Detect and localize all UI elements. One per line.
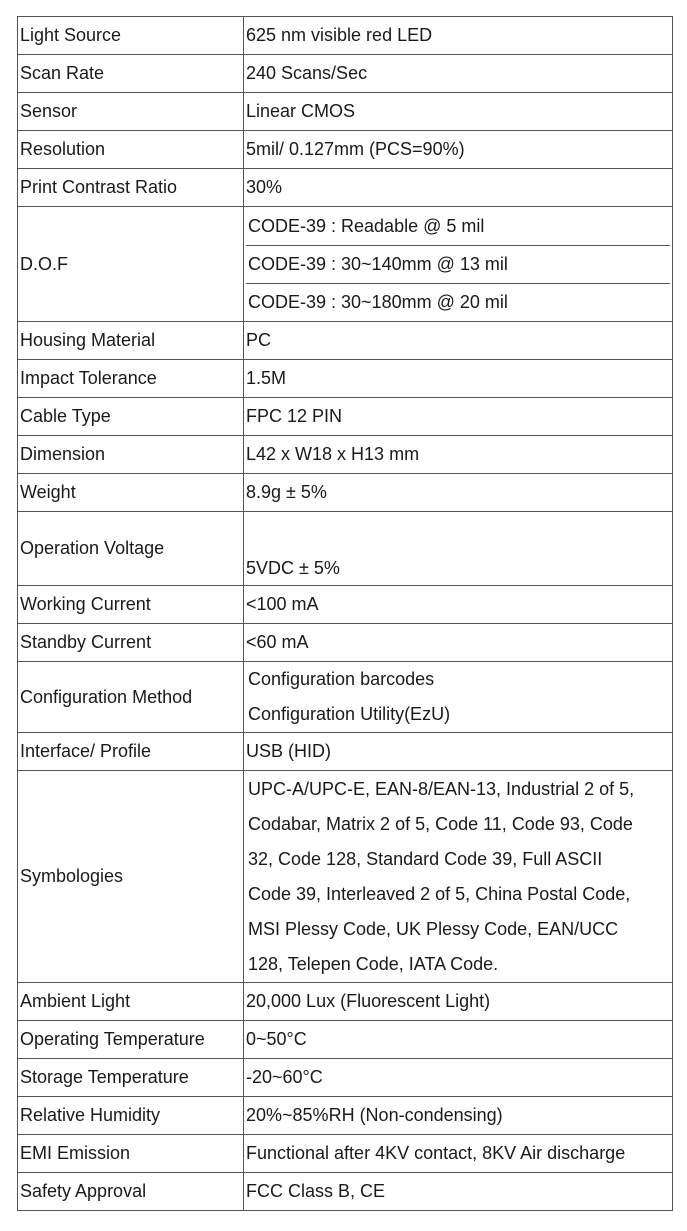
- table-row: [18, 1059, 673, 1097]
- table-row: [18, 1173, 673, 1211]
- table-row: [18, 131, 673, 169]
- spec-label: Safety Approval: [18, 1173, 244, 1211]
- table-row: [18, 771, 673, 983]
- table-row: [18, 360, 673, 398]
- spec-label: Resolution: [18, 131, 244, 169]
- spec-value-line: CODE-39 : Readable @ 5 mil: [246, 208, 670, 246]
- spec-label: Working Current: [18, 586, 244, 624]
- table-row: [18, 398, 673, 436]
- table-row: [18, 55, 673, 93]
- spec-table: [17, 16, 673, 1211]
- spec-value: PC: [244, 322, 673, 360]
- table-row: [18, 733, 673, 771]
- spec-value: 30%: [244, 169, 673, 207]
- table-row: [18, 983, 673, 1021]
- spec-value-line: CODE-39 : 30~140mm @ 13 mil: [246, 246, 670, 284]
- table-row: [18, 1097, 673, 1135]
- spec-value: 5VDC ± 5%: [244, 512, 673, 586]
- spec-value: 20%~85%RH (Non-condensing): [244, 1097, 673, 1135]
- spec-label: Interface/ Profile: [18, 733, 244, 771]
- spec-label: Housing Material: [18, 322, 244, 360]
- table-row: [18, 207, 673, 322]
- spec-value: L42 x W18 x H13 mm: [244, 436, 673, 474]
- spec-value: USB (HID): [244, 733, 673, 771]
- spec-label: Standby Current: [18, 624, 244, 662]
- spec-label: Light Source: [18, 17, 244, 55]
- spec-value-line: CODE-39 : 30~180mm @ 20 mil: [248, 291, 508, 312]
- spec-label: D.O.F: [18, 207, 244, 322]
- spec-value: <60 mA: [244, 624, 673, 662]
- spec-value: 8.9g ± 5%: [244, 474, 673, 512]
- spec-label: Ambient Light: [18, 983, 244, 1021]
- spec-label: Sensor: [18, 93, 244, 131]
- spec-value-list: [244, 662, 673, 733]
- spec-label: Weight: [18, 474, 244, 512]
- spec-value: <100 mA: [244, 586, 673, 624]
- table-row: [18, 93, 673, 131]
- spec-value: Linear CMOS: [244, 93, 673, 131]
- spec-value-line: 128, Telepen Code, IATA Code.: [248, 953, 499, 974]
- spec-value: FCC Class B, CE: [244, 1173, 673, 1211]
- spec-label: Configuration Method: [18, 662, 244, 733]
- spec-value: 625 nm visible red LED: [244, 17, 673, 55]
- table-row: [18, 1135, 673, 1173]
- spec-label: Print Contrast Ratio: [18, 169, 244, 207]
- spec-label: Symbologies: [18, 771, 244, 983]
- spec-label: Cable Type: [18, 398, 244, 436]
- spec-table-container: [17, 16, 672, 1211]
- spec-label: Relative Humidity: [18, 1097, 244, 1135]
- spec-label: Dimension: [18, 436, 244, 474]
- table-row: [18, 436, 673, 474]
- spec-value-line: Codabar, Matrix 2 of 5, Code 11, Code 93, Code: [248, 813, 633, 834]
- spec-value: 20,000 Lux (Fluorescent Light): [244, 983, 673, 1021]
- spec-value: FPC 12 PIN: [244, 398, 673, 436]
- spec-value: 1.5M: [244, 360, 673, 398]
- spec-label: EMI Emission: [18, 1135, 244, 1173]
- spec-label: Operation Voltage: [18, 512, 244, 586]
- spec-label: Operating Temperature: [18, 1021, 244, 1059]
- table-row: [18, 322, 673, 360]
- spec-label: Storage Temperature: [18, 1059, 244, 1097]
- table-row: [18, 512, 673, 586]
- table-row: [18, 1021, 673, 1059]
- spec-value-line: Configuration Utility(EzU): [248, 704, 451, 724]
- table-row: [18, 624, 673, 662]
- spec-value-line: Configuration barcodes: [248, 669, 435, 689]
- spec-value-line: UPC-A/UPC-E, EAN-8/EAN-13, Industrial 2 of 5,: [248, 778, 635, 799]
- table-row: [18, 169, 673, 207]
- spec-label: Impact Tolerance: [18, 360, 244, 398]
- table-row: [18, 662, 673, 733]
- spec-value-line: MSI Plessy Code, UK Plessy Code, EAN/UCC: [248, 918, 619, 939]
- table-row: [18, 586, 673, 624]
- spec-value: Functional after 4KV contact, 8KV Air discharge: [244, 1135, 673, 1173]
- spec-value: 5mil/ 0.127mm (PCS=90%): [244, 131, 673, 169]
- spec-value-line: 32, Code 128, Standard Code 39, Full ASCII: [248, 848, 603, 869]
- spec-value: 0~50°C: [244, 1021, 673, 1059]
- spec-value-list: [244, 771, 673, 983]
- spec-value: -20~60°C: [244, 1059, 673, 1097]
- table-row: [18, 474, 673, 512]
- spec-value: 240 Scans/Sec: [244, 55, 673, 93]
- spec-value-line: Code 39, Interleaved 2 of 5, China Postal Code,: [248, 883, 631, 904]
- spec-label: Scan Rate: [18, 55, 244, 93]
- table-row: [18, 17, 673, 55]
- spec-value-list: [244, 207, 673, 322]
